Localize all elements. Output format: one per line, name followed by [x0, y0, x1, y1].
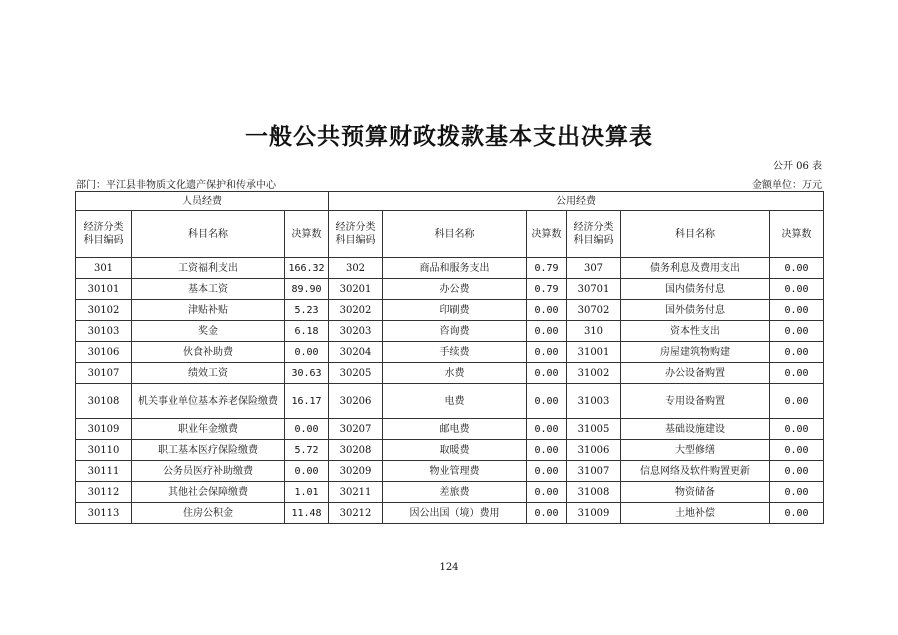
amount-cell: 5.72 [285, 440, 329, 461]
code-cell: 30109 [76, 419, 132, 440]
code-cell: 31009 [567, 503, 621, 524]
name-cell: 电费 [383, 384, 527, 419]
name-cell: 伙食补助费 [132, 342, 285, 363]
col-header-amount: 决算数 [770, 211, 824, 258]
amount-cell: 6.18 [285, 321, 329, 342]
table-row [76, 482, 824, 503]
name-cell: 商品和服务支出 [383, 258, 527, 279]
amount-cell: 0.00 [770, 482, 824, 503]
amount-cell: 0.00 [770, 461, 824, 482]
unit-label: 金额单位：万元 [752, 180, 822, 191]
code-cell: 30107 [76, 363, 132, 384]
name-cell: 机关事业单位基本养老保险缴费 [132, 384, 285, 419]
code-cell: 30205 [329, 363, 383, 384]
name-cell: 因公出国（境）费用 [383, 503, 527, 524]
table-row [76, 363, 824, 384]
code-cell: 30112 [76, 482, 132, 503]
name-cell: 公务员医疗补助缴费 [132, 461, 285, 482]
name-cell: 物资储备 [621, 482, 770, 503]
name-cell: 资本性支出 [621, 321, 770, 342]
amount-cell: 0.00 [527, 384, 567, 419]
name-cell: 国外债务付息 [621, 300, 770, 321]
amount-cell: 0.00 [770, 279, 824, 300]
amount-cell: 11.48 [285, 503, 329, 524]
amount-cell: 0.00 [770, 321, 824, 342]
code-cell: 30102 [76, 300, 132, 321]
code-cell: 307 [567, 258, 621, 279]
table-row [76, 342, 824, 363]
code-cell: 30101 [76, 279, 132, 300]
col-header-name: 科目名称 [621, 211, 770, 258]
code-cell: 30108 [76, 384, 132, 419]
name-cell: 工资福利支出 [132, 258, 285, 279]
amount-cell: 0.00 [527, 482, 567, 503]
name-cell: 绩效工资 [132, 363, 285, 384]
amount-cell: 0.79 [527, 279, 567, 300]
code-cell: 30206 [329, 384, 383, 419]
code-cell: 31005 [567, 419, 621, 440]
code-cell: 31006 [567, 440, 621, 461]
name-cell: 手续费 [383, 342, 527, 363]
name-cell: 基本工资 [132, 279, 285, 300]
table-row [76, 461, 824, 482]
name-cell: 专用设备购置 [621, 384, 770, 419]
code-cell: 302 [329, 258, 383, 279]
amount-cell: 0.00 [285, 419, 329, 440]
name-cell: 国内债务付息 [621, 279, 770, 300]
code-cell: 30202 [329, 300, 383, 321]
col-header-code: 经济分类 科目编码 [329, 211, 383, 258]
name-cell: 邮电费 [383, 419, 527, 440]
name-cell: 办公费 [383, 279, 527, 300]
amount-cell: 0.00 [527, 419, 567, 440]
amount-cell: 89.90 [285, 279, 329, 300]
code-cell: 30211 [329, 482, 383, 503]
amount-cell: 0.00 [527, 300, 567, 321]
amount-cell: 0.00 [770, 363, 824, 384]
name-cell: 住房公积金 [132, 503, 285, 524]
col-header-name: 科目名称 [383, 211, 527, 258]
amount-cell: 0.00 [527, 342, 567, 363]
code-cell: 30111 [76, 461, 132, 482]
code-cell: 31003 [567, 384, 621, 419]
name-cell: 物业管理费 [383, 461, 527, 482]
amount-cell: 0.00 [770, 503, 824, 524]
name-cell: 津贴补贴 [132, 300, 285, 321]
group-header-personnel: 人员经费 [76, 192, 329, 211]
name-cell: 咨询费 [383, 321, 527, 342]
col-header-code: 经济分类 科目编码 [567, 211, 621, 258]
code-cell: 30701 [567, 279, 621, 300]
amount-cell: 0.00 [527, 321, 567, 342]
col-header-amount: 决算数 [527, 211, 567, 258]
code-cell: 30110 [76, 440, 132, 461]
code-cell: 31001 [567, 342, 621, 363]
page-number: 124 [439, 562, 459, 573]
code-cell: 30203 [329, 321, 383, 342]
group-header-public: 公用经费 [329, 192, 824, 211]
name-cell: 房屋建筑物购建 [621, 342, 770, 363]
table-row [76, 503, 824, 524]
amount-cell: 0.00 [527, 461, 567, 482]
col-header-code: 经济分类 科目编码 [76, 211, 132, 258]
amount-cell: 0.79 [527, 258, 567, 279]
amount-cell: 0.00 [770, 384, 824, 419]
table-row [76, 384, 824, 419]
code-cell: 30209 [329, 461, 383, 482]
code-cell: 31007 [567, 461, 621, 482]
amount-cell: 30.63 [285, 363, 329, 384]
amount-cell: 0.00 [770, 258, 824, 279]
code-cell: 310 [567, 321, 621, 342]
name-cell: 印刷费 [383, 300, 527, 321]
code-cell: 30212 [329, 503, 383, 524]
name-cell: 水费 [383, 363, 527, 384]
code-cell: 301 [76, 258, 132, 279]
name-cell: 取暖费 [383, 440, 527, 461]
expenditure-table [75, 191, 824, 524]
table-row [76, 440, 824, 461]
name-cell: 办公设备购置 [621, 363, 770, 384]
name-cell: 差旅费 [383, 482, 527, 503]
code-cell: 31008 [567, 482, 621, 503]
amount-cell: 0.00 [527, 363, 567, 384]
name-cell: 大型修缮 [621, 440, 770, 461]
amount-cell: 0.00 [770, 342, 824, 363]
name-cell: 职业年金缴费 [132, 419, 285, 440]
amount-cell: 0.00 [285, 461, 329, 482]
code-cell: 30113 [76, 503, 132, 524]
amount-cell: 0.00 [285, 342, 329, 363]
table-row [76, 300, 824, 321]
code-cell: 30201 [329, 279, 383, 300]
amount-cell: 0.00 [527, 440, 567, 461]
amount-cell: 5.23 [285, 300, 329, 321]
name-cell: 债务利息及费用支出 [621, 258, 770, 279]
department-label: 部门：平江县非物质文化遗产保护和传承中心 [76, 180, 276, 191]
table-row [76, 279, 824, 300]
name-cell: 其他社会保障缴费 [132, 482, 285, 503]
name-cell: 土地补偿 [621, 503, 770, 524]
col-header-amount: 决算数 [285, 211, 329, 258]
amount-cell: 0.00 [770, 300, 824, 321]
code-cell: 30103 [76, 321, 132, 342]
code-cell: 30204 [329, 342, 383, 363]
name-cell: 职工基本医疗保险缴费 [132, 440, 285, 461]
page-title: 一般公共预算财政拨款基本支出决算表 [245, 124, 653, 150]
name-cell: 奖金 [132, 321, 285, 342]
name-cell: 信息网络及软件购置更新 [621, 461, 770, 482]
amount-cell: 0.00 [770, 419, 824, 440]
code-cell: 30702 [567, 300, 621, 321]
name-cell: 基础设施建设 [621, 419, 770, 440]
col-header-name: 科目名称 [132, 211, 285, 258]
amount-cell: 1.01 [285, 482, 329, 503]
table-row [76, 419, 824, 440]
table-row [76, 321, 824, 342]
amount-cell: 0.00 [770, 440, 824, 461]
code-cell: 31002 [567, 363, 621, 384]
table-row [76, 258, 824, 279]
form-number: 公开 06 表 [772, 161, 822, 172]
code-cell: 30208 [329, 440, 383, 461]
amount-cell: 166.32 [285, 258, 329, 279]
amount-cell: 0.00 [527, 503, 567, 524]
code-cell: 30106 [76, 342, 132, 363]
code-cell: 30207 [329, 419, 383, 440]
amount-cell: 16.17 [285, 384, 329, 419]
